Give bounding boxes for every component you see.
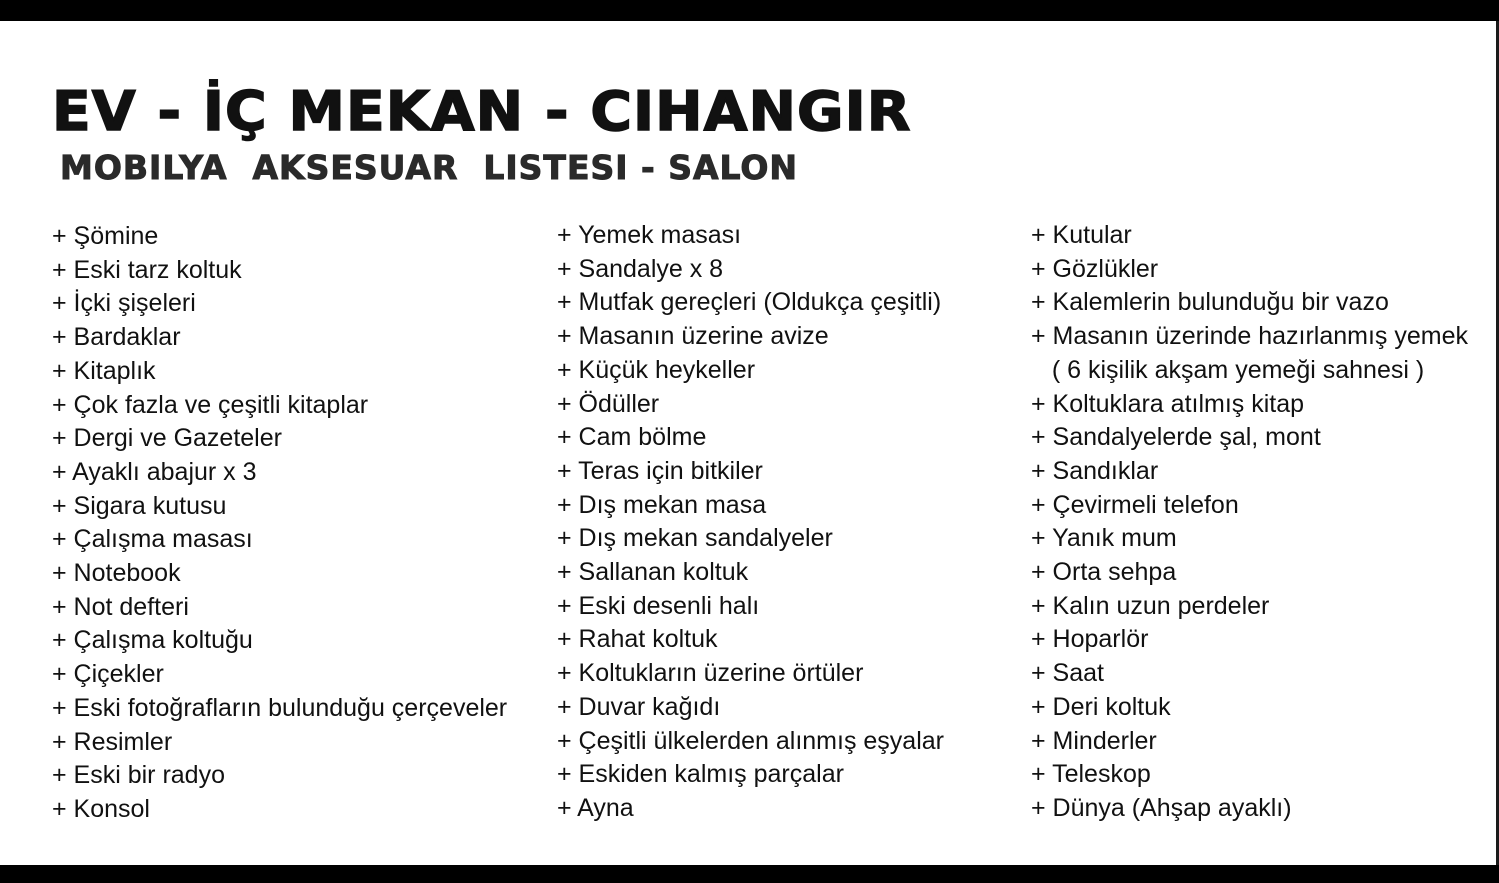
page-title: EV - İÇ MEKAN - CIHANGIR — [52, 80, 912, 143]
list-item: + Konsol — [52, 794, 150, 823]
list-item: + Ayna — [557, 793, 634, 822]
bottom-black-bar — [0, 865, 1499, 883]
list-item: + Yanık mum — [1031, 524, 1177, 553]
list-item: ( 6 kişilik akşam yemeği sahnesi ) — [1031, 355, 1425, 384]
list-item: + Duvar kağıdı — [557, 692, 721, 721]
list-item: + Rahat koltuk — [557, 625, 718, 654]
list-item: + Çalışma koltuğu — [52, 626, 253, 655]
list-item: + Çevirmeli telefon — [1031, 490, 1239, 519]
top-black-bar — [0, 0, 1499, 21]
list-item: + Ayaklı abajur x 3 — [52, 457, 257, 486]
list-item: + Eski bir radyo — [52, 761, 225, 790]
list-item: + Sigara kutusu — [52, 491, 227, 520]
list-item: + Eski fotoğrafların bulunduğu çerçeveler — [52, 693, 508, 722]
list-item: + Bardaklar — [52, 323, 181, 352]
list-item: + Şömine — [52, 222, 159, 250]
list-item: + Deri koltuk — [1031, 692, 1171, 721]
list-item: + Masanın üzerine avize — [557, 322, 829, 351]
list-item: + Notebook — [52, 559, 181, 588]
list-item: + Ödüller — [557, 389, 660, 418]
list-item: + Çok fazla ve çeşitli kitaplar — [52, 390, 369, 419]
list-item: + Küçük heykeller — [557, 355, 756, 384]
list-item: + Not defteri — [52, 592, 189, 621]
item-list-column-1 — [52, 220, 507, 827]
list-item: + Eski tarz koltuk — [52, 255, 242, 284]
list-item: + Mutfak gereçleri (Oldukça çeşitli) — [557, 288, 942, 317]
list-item: + Koltuklara atılmış kitap — [1031, 389, 1305, 418]
list-item: + Minderler — [1031, 726, 1157, 755]
list-item: + Gözlükler — [1031, 254, 1159, 283]
list-item: + Koltukların üzerine örtüler — [557, 659, 864, 688]
list-item: + Dergi ve Gazeteler — [52, 424, 282, 453]
list-item: + Sandıklar — [1031, 456, 1159, 485]
list-item: + Sallanan koltuk — [557, 558, 749, 587]
list-item: + Dış mekan sandalyeler — [557, 524, 833, 553]
list-item: + Resimler — [52, 727, 173, 756]
list-item: + Orta sehpa — [1031, 558, 1177, 587]
list-item: + Kalemlerin bulunduğu bir vazo — [1031, 288, 1389, 317]
list-item: + Çiçekler — [52, 660, 164, 689]
list-item: + Teras için bitkiler — [557, 456, 763, 485]
page-subtitle: MOBILYA AKSESUAR LISTESI - SALON — [60, 148, 799, 187]
list-item: + Hoparlör — [1031, 625, 1149, 654]
list-item: + Kitaplık — [52, 356, 156, 385]
list-item: + Saat — [1031, 659, 1104, 688]
list-item: + Yemek masası — [557, 221, 742, 249]
item-list-column-2 — [557, 219, 944, 826]
list-item: + Çeşitli ülkelerden alınmış eşyalar — [557, 726, 944, 755]
list-item: + Kutular — [1031, 221, 1132, 249]
list-item: + Teleskop — [1031, 760, 1151, 789]
list-item: + Sandalye x 8 — [557, 254, 724, 283]
list-item: + Dünya (Ahşap ayaklı) — [1031, 793, 1292, 822]
list-item: + Kalın uzun perdeler — [1031, 591, 1270, 620]
list-item: + Sandalyelerde şal, mont — [1031, 423, 1321, 452]
list-item: + Masanın üzerinde hazırlanmış yemek — [1031, 322, 1469, 351]
list-item: + İçki şişeleri — [52, 289, 196, 318]
list-item: + Cam bölme — [557, 423, 707, 452]
list-item: + Eski desenli halı — [557, 591, 760, 620]
item-list-column-3 — [1031, 219, 1468, 826]
list-item: + Çalışma masası — [52, 525, 253, 554]
list-item: + Eskiden kalmış parçalar — [557, 760, 844, 789]
list-item: + Dış mekan masa — [557, 490, 767, 519]
